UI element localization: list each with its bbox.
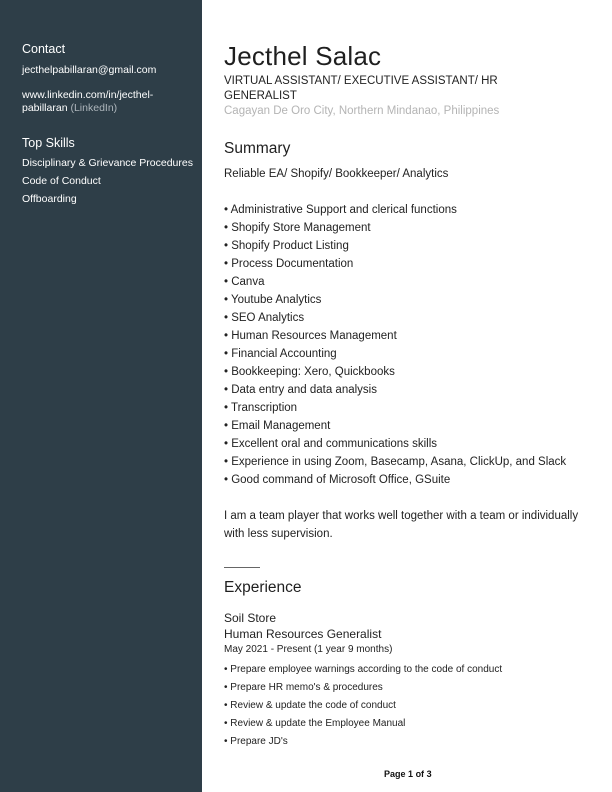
linkedin-link[interactable] xyxy=(22,89,153,115)
linkedin-label: (LinkedIn) xyxy=(70,102,118,114)
company-name: Soil Store xyxy=(224,611,277,625)
summary-bullet: • Transcription xyxy=(224,402,298,414)
page-number xyxy=(384,769,432,779)
job-dates: May 2021 - Present (1 year 9 months) xyxy=(224,644,393,655)
job-bullet: • Review & update the code of conduct xyxy=(224,700,396,711)
person-name: Jecthel Salac xyxy=(224,41,382,71)
contact-heading: Contact xyxy=(22,42,66,56)
summary-title: Summary xyxy=(224,140,291,157)
summary-bullet: • Good command of Microsoft Office, GSuite xyxy=(224,474,451,486)
summary-bullet: • Canva xyxy=(224,276,265,288)
headline: VIRTUAL ASSISTANT/ EXECUTIVE ASSISTANT/ HR GENERALIST xyxy=(224,75,498,102)
section-divider xyxy=(224,567,260,568)
main-content xyxy=(224,0,604,792)
summary-bullet: • Youtube Analytics xyxy=(224,294,322,306)
job-bullet: • Prepare HR memo's & procedures xyxy=(224,682,383,693)
experience-title: Experience xyxy=(224,579,302,596)
summary-bullet: • Excellent oral and communications skills xyxy=(224,438,438,450)
email-link[interactable]: jecthelpabillaran@gmail.com xyxy=(22,64,157,76)
linkedin-url-line1: www.linkedin.com/in/jecthel- xyxy=(22,89,154,101)
summary-bullet: • Human Resources Management xyxy=(224,330,397,342)
summary-bullet: • Email Management xyxy=(224,420,331,432)
skills-heading: Top Skills xyxy=(22,136,75,150)
skill-item: Disciplinary & Grievance Procedures xyxy=(22,157,193,169)
summary-bullet: • Experience in using Zoom, Basecamp, Asana, ClickUp, and Slack xyxy=(224,456,567,468)
summary-bullet: • Administrative Support and clerical functions xyxy=(224,204,457,216)
page-word: Page xyxy=(384,769,406,779)
page-total: 3 xyxy=(426,769,432,779)
summary-bullet: • Shopify Product Listing xyxy=(224,240,349,252)
skill-item: Offboarding xyxy=(22,193,77,205)
summary-bullet: • Shopify Store Management xyxy=(224,222,371,234)
page-current: 1 xyxy=(408,769,414,779)
page-of: of xyxy=(415,769,425,779)
summary-closing: I am a team player that works well together with a team or individually with less supervision. xyxy=(224,510,579,540)
summary-tagline: Reliable EA/ Shopify/ Bookkeeper/ Analytics xyxy=(224,168,449,180)
job-bullet: • Prepare employee warnings according to the code of conduct xyxy=(224,664,503,675)
location: Cagayan De Oro City, Northern Mindanao, Philippines xyxy=(224,105,500,117)
sidebar xyxy=(0,0,202,792)
summary-bullet: • Data entry and data analysis xyxy=(224,384,377,396)
summary-bullet: • Bookkeeping: Xero, Quickbooks xyxy=(224,366,395,378)
job-title: Human Resources Generalist xyxy=(224,627,382,641)
summary-bullet: • Process Documentation xyxy=(224,258,354,270)
summary-bullet: • SEO Analytics xyxy=(224,312,305,324)
job-bullet: • Review & update the Employee Manual xyxy=(224,718,406,729)
summary-bullet: • Financial Accounting xyxy=(224,348,337,360)
linkedin-url-line2: pabillaran xyxy=(22,102,68,114)
skill-item: Code of Conduct xyxy=(22,175,101,187)
job-bullet: • Prepare JD's xyxy=(224,736,288,747)
